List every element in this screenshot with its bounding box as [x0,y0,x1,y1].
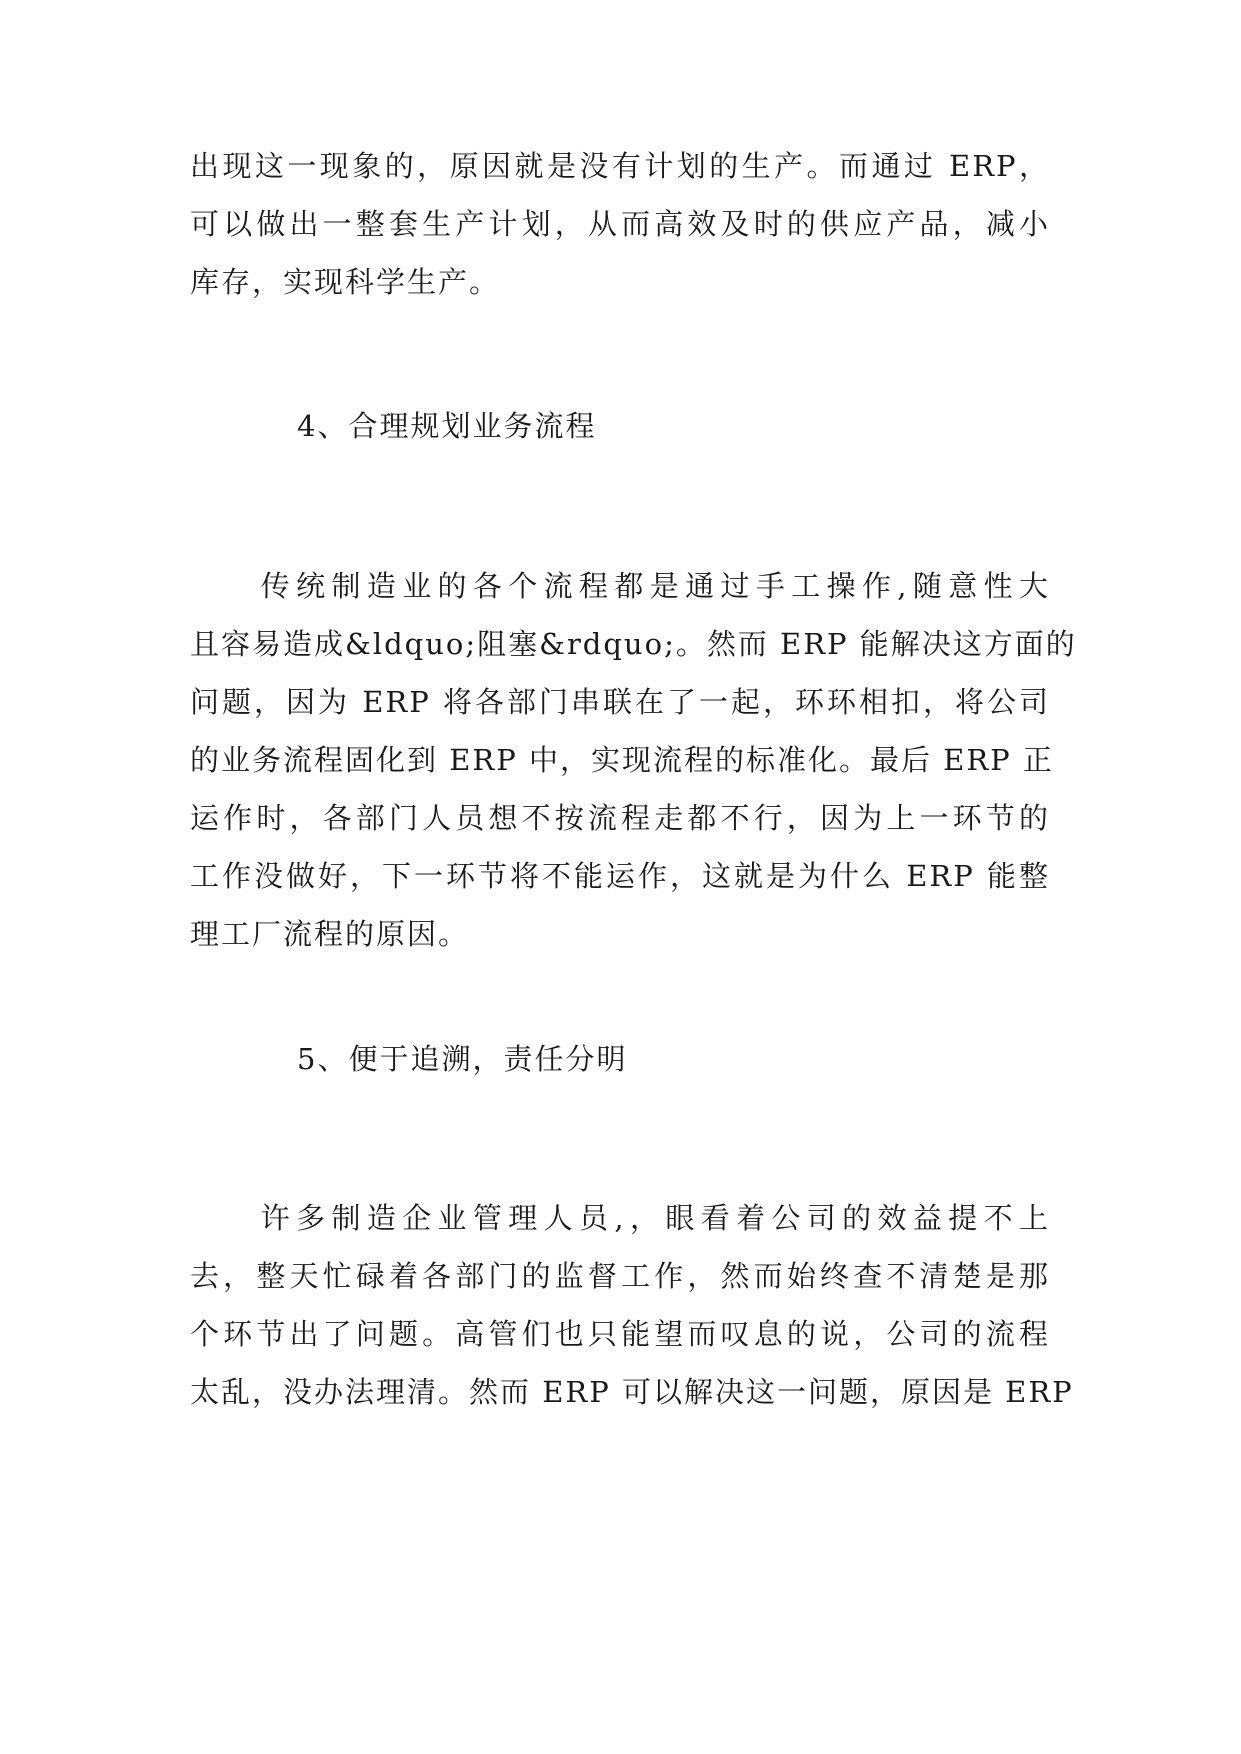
paragraph-line: 太乱，没办法理清。然而 ERP 可以解决这一问题，原因是 ERP [190,1375,1074,1409]
paragraph-line: 个环节出了问题。高管们也只能望而叹息的说，公司的流程 [190,1317,1050,1351]
paragraph-business-process [190,557,1077,963]
paragraph-line: 传统制造业的各个流程都是通过手工操作,随意性大 [190,569,1050,603]
paragraph-line: 问题，因为 ERP 将各部门串联在了一起，环环相扣，将公司 [190,685,1050,719]
section-heading-5: 5、便于追溯，责任分明 [297,1042,628,1076]
paragraph-line: 可以做出一整套生产计划，从而高效及时的供应产品，减小 [190,207,1050,241]
paragraph-line: 理工厂流程的原因。 [190,917,470,951]
paragraph-line: 且容易造成&ldquo;阻塞&rdquo;。然而 ERP 能解决这方面的 [190,627,1077,661]
paragraph-traceability [190,1189,1074,1421]
paragraph-line: 的业务流程固化到 ERP 中，实现流程的标准化。最后 ERP 正 [190,743,1054,777]
section-heading-4: 4、合理规划业务流程 [297,409,597,443]
paragraph-production-planning [190,137,1050,311]
paragraph-line: 工作没做好，下一环节将不能运作，这就是为什么 ERP 能整 [190,859,1050,893]
paragraph-line: 去，整天忙碌着各部门的监督工作，然而始终查不清楚是那 [190,1259,1050,1293]
paragraph-line: 库存，实现科学生产。 [190,265,501,299]
paragraph-line: 出现这一现象的，原因就是没有计划的生产。而通过 ERP， [190,149,1050,183]
paragraph-line: 许多制造企业管理人员,，眼看着公司的效益提不上 [190,1201,1050,1235]
paragraph-line: 运作时，各部门人员想不按流程走都不行，因为上一环节的 [190,801,1050,835]
